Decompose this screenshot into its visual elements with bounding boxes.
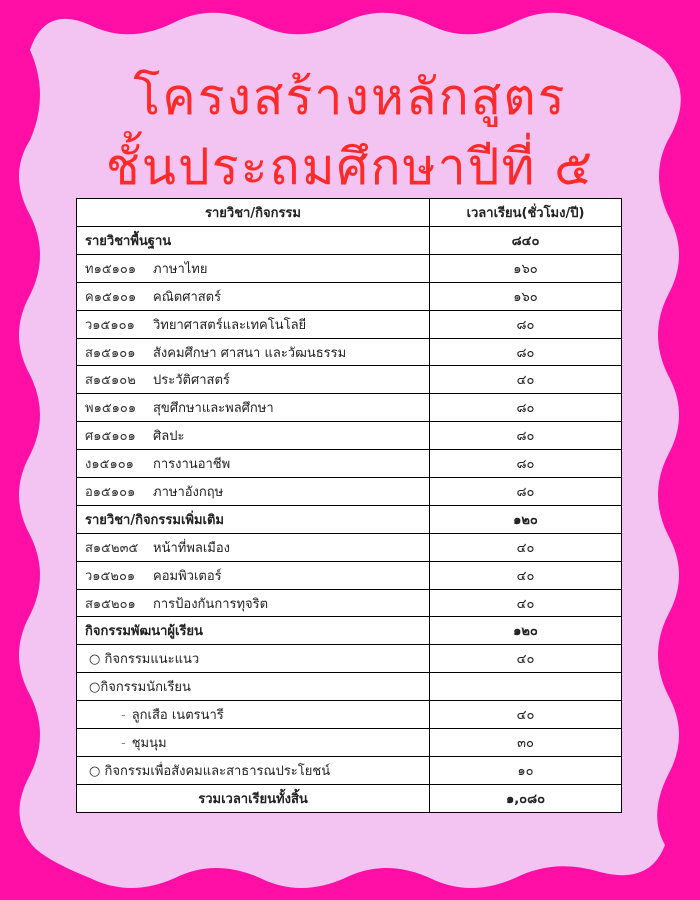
activity-hours: [430, 673, 622, 701]
subject-name: วิทยาศาสตร์และเทคโนโลยี: [153, 317, 307, 333]
table-row: [77, 478, 622, 506]
table-row: [77, 394, 622, 422]
table-row: [77, 756, 622, 784]
subject-code: อ๑๕๑๐๑: [85, 484, 136, 500]
subject-name: การงานอาชีพ: [153, 457, 231, 473]
subject-hours: ๘๐: [430, 422, 622, 450]
group-hours: ๑๒๐: [430, 617, 622, 645]
subject-code: ง๑๕๑๐๑: [85, 457, 134, 473]
subject-code: ส๑๕๒๓๕: [85, 540, 139, 556]
group-label: รายวิชาพื้นฐาน: [77, 227, 430, 255]
subject-hours: ๔๐: [430, 561, 622, 589]
dash-bullet: -: [121, 735, 126, 751]
subject-hours: ๘๐: [430, 394, 622, 422]
group-label: รายวิชา/กิจกรรมเพิ่มเติม: [77, 505, 430, 533]
subject-hours: ๘๐: [430, 338, 622, 366]
activity-label: ○กิจกรรมนักเรียน: [77, 673, 430, 701]
title-line-1: โครงสร้างหลักสูตร: [133, 68, 567, 126]
subject-code: ส๑๕๑๐๒: [85, 373, 136, 389]
subject-code: ค๑๕๑๐๑: [85, 289, 137, 305]
table-row: [77, 505, 622, 533]
group-hours: ๘๔๐: [430, 227, 622, 255]
table-row: [77, 310, 622, 338]
activity-hours: ๑๐: [430, 756, 622, 784]
subject-name: ประวัติศาสตร์: [153, 373, 230, 389]
activity-hours: ๓๐: [430, 729, 622, 757]
subject-hours: ๘๐: [430, 478, 622, 506]
activity-label: ○ กิจกรรมแนะแนว: [77, 645, 430, 673]
subject-hours: ๔๐: [430, 589, 622, 617]
table-row: [77, 338, 622, 366]
subject-name: สุขศึกษาและพลศึกษา: [153, 401, 274, 417]
table-row: [77, 422, 622, 450]
subject-name: ภาษาอังกฤษ: [153, 484, 224, 500]
subject-name: คอมพิวเตอร์: [153, 568, 222, 584]
table-header-row: [77, 199, 622, 227]
subject-code: ว๑๕๑๐๑: [85, 317, 135, 333]
activity-hours: ๔๐: [430, 645, 622, 673]
subject-name: หน้าที่พลเมือง: [153, 540, 231, 556]
subject-name: คณิตศาสตร์: [153, 289, 222, 305]
curriculum-table: [76, 198, 622, 813]
table-row: [77, 617, 622, 645]
table-row: [77, 366, 622, 394]
column-header-hours: เวลาเรียน(ชั่วโมง/ปี): [430, 199, 622, 227]
subject-hours: ๑๖๐: [430, 254, 622, 282]
table-row: [77, 729, 622, 757]
subject-code: ส๑๕๑๐๑: [85, 345, 136, 361]
total-label: รวมเวลาเรียนทั้งสิ้น: [77, 784, 430, 812]
table-row: [77, 254, 622, 282]
activity-sub-label: ชุมนุม: [131, 735, 167, 751]
activity-label: ○ กิจกรรมเพื่อสังคมและสาธารณประโยชน์: [77, 756, 430, 784]
subject-hours: ๔๐: [430, 366, 622, 394]
activity-sub-label: ลูกเสือ เนตรนารี: [131, 708, 224, 724]
subject-code: ว๑๕๒๐๑: [85, 568, 136, 584]
subject-name: ศิลปะ: [153, 429, 185, 445]
subject-name: การป้องกันการทุจริต: [153, 596, 269, 612]
subject-code: ส๑๕๒๐๑: [85, 596, 136, 612]
subject-code: ท๑๕๑๐๑: [85, 261, 137, 277]
column-header-subject: รายวิชา/กิจกรรม: [77, 199, 430, 227]
activity-hours: ๔๐: [430, 701, 622, 729]
table-row: [77, 701, 622, 729]
table-row: [77, 533, 622, 561]
table-row: [77, 227, 622, 255]
table-row: [77, 673, 622, 701]
table-total-row: [77, 784, 622, 812]
total-hours: ๑,๐๘๐: [430, 784, 622, 812]
subject-code: พ๑๕๑๐๑: [85, 401, 137, 417]
table-row: [77, 282, 622, 310]
group-label: กิจกรรมพัฒนาผู้เรียน: [77, 617, 430, 645]
subject-hours: ๔๐: [430, 533, 622, 561]
dash-bullet: -: [121, 708, 126, 724]
table-row: [77, 589, 622, 617]
subject-name: ภาษาไทย: [153, 261, 208, 277]
subject-hours: ๑๖๐: [430, 282, 622, 310]
subject-name: สังคมศึกษา ศาสนา และวัฒนธรรม: [153, 345, 347, 361]
subject-hours: ๘๐: [430, 310, 622, 338]
subject-hours: ๘๐: [430, 450, 622, 478]
title-line-2: ชั้นประถมศึกษาปีที่ ๕: [105, 138, 595, 196]
subject-code: ศ๑๕๑๐๑: [85, 429, 136, 445]
table-row: [77, 645, 622, 673]
group-hours: ๑๒๐: [430, 505, 622, 533]
table-row: [77, 450, 622, 478]
table-row: [77, 561, 622, 589]
